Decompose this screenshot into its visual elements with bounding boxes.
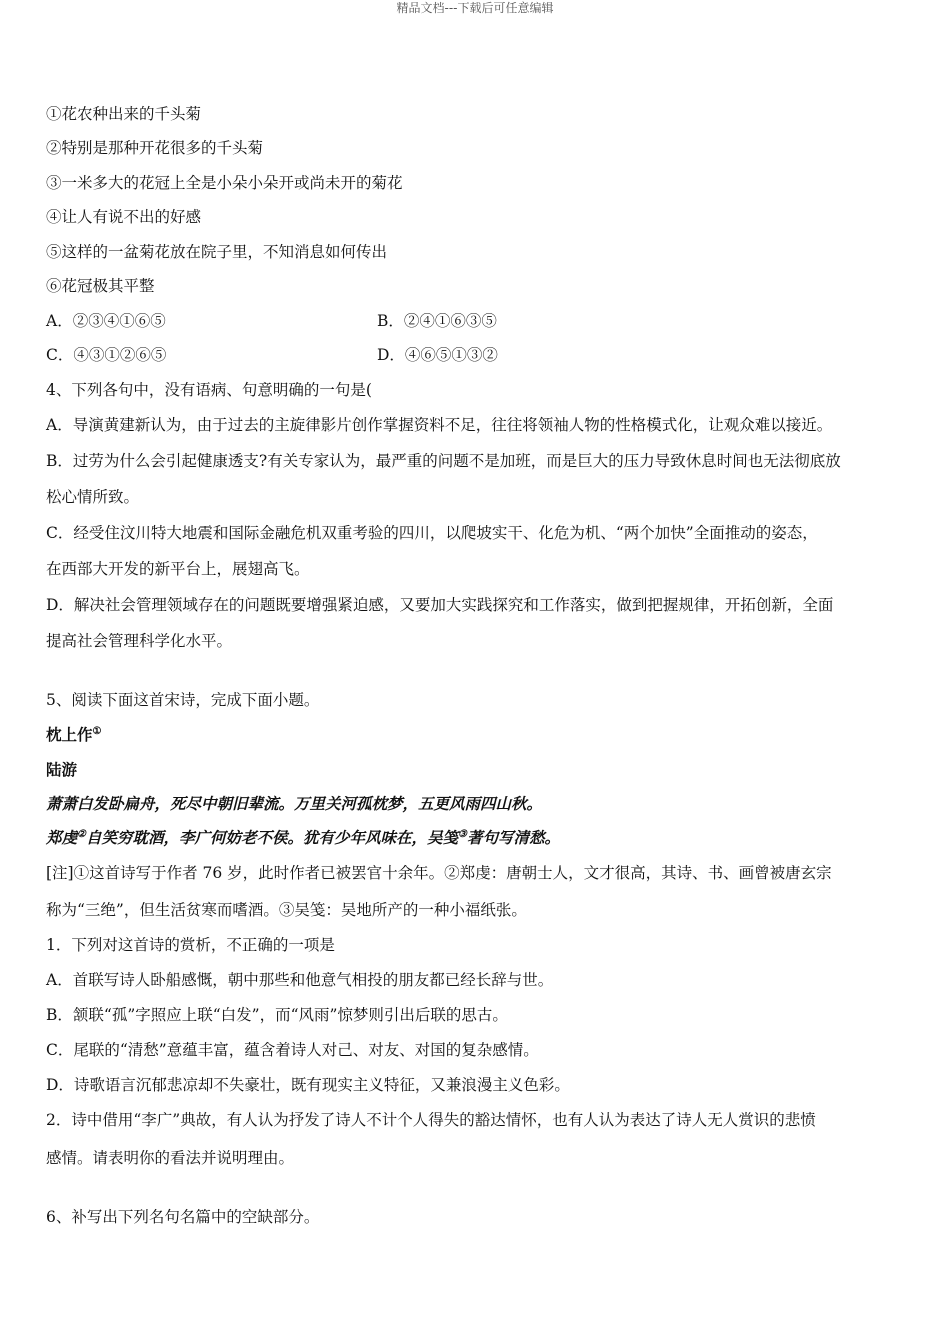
poem-line-2-part-c: 著句写清愁。 <box>466 828 560 847</box>
poem-notes-line1: [注]①这首诗写于作者 76 岁，此时作者已被罢官十余年。②郑虔：唐朝士人，文才很高，其诗、书、画曾被唐玄宗 <box>46 864 832 882</box>
q6-stem: 6、补写出下列名句名篇中的空缺部分。 <box>46 1208 320 1226</box>
q3-option-d: D．④⑥⑤①③② <box>377 346 498 364</box>
q4-option-c-line1: C．经受住汶川特大地震和国际金融危机双重考验的四川，以爬坡实干、化危为机、“两个加快”全面推动的姿态， <box>46 524 818 542</box>
poem-title-text: 枕上作 <box>46 725 93 744</box>
q3-item-4: ④让人有说不出的好感 <box>46 208 202 226</box>
q4-option-d-line2: 提高社会管理科学化水平。 <box>46 632 233 650</box>
q3-option-b: B．②④①⑥③⑤ <box>377 312 497 330</box>
q5-sub1-option-c: C．尾联的“清愁”意蕴丰富，蕴含着诗人对己、对友、对国的复杂感情。 <box>46 1041 539 1059</box>
poem-line-1: 萧萧白发卧扁舟，死尽中朝旧辈流。万里关河孤枕梦，五更风雨四山秋。 <box>46 794 543 813</box>
q4-option-a: A．导演黄建新认为，由于过去的主旋律影片创作掌握资料不足，往往将领袖人物的性格模式化，让观众难以接近。 <box>46 416 833 434</box>
q3-option-c: C．④③①②⑥⑤ <box>46 346 167 364</box>
q3-item-3: ③一米多大的花冠上全是小朵小朵开或尚未开的菊花 <box>46 174 403 192</box>
q4-option-c-line2: 在西部大开发的新平台上，展翅高飞。 <box>46 560 310 578</box>
poem-notes-line2: 称为“三绝”，但生活贫寒而嗜酒。③吴笺：吴地所产的一种小福纸张。 <box>46 901 527 919</box>
q5-sub1-stem: 1．下列对这首诗的赏析，不正确的一项是 <box>46 936 335 954</box>
q4-option-b-line2: 松心情所致。 <box>46 488 140 506</box>
q4-option-d-line1: D．解决社会管理领域存在的问题既要增强紧迫感，又要加大实践探究和工作落实，做到把握规律，开拓创新，全面 <box>46 596 834 614</box>
q5-sub2-line2: 感情。请表明你的看法并说明理由。 <box>46 1149 295 1167</box>
q3-item-5: ⑤这样的一盆菊花放在院子里，不知消息如何传出 <box>46 243 388 261</box>
poem-title-note: ① <box>92 725 102 737</box>
q5-sub1-option-d: D．诗歌语言沉郁悲凉却不失豪壮，既有现实主义特征，又兼浪漫主义色彩。 <box>46 1076 570 1094</box>
q5-sub2-line1: 2．诗中借用“李广”典故，有人认为抒发了诗人不计个人得失的豁达情怀，也有人认为表达了诗人无人赏识的悲愤 <box>46 1111 816 1129</box>
q4-option-b-line1: B．过劳为什么会引起健康透支?有关专家认为，最严重的问题不是加班，而是巨大的压力导致休息时间也无法彻底放 <box>46 452 841 470</box>
poem-line-2-part-a: 郑虔 <box>46 828 78 847</box>
q5-stem: 5、阅读下面这首宋诗，完成下面小题。 <box>46 691 320 709</box>
q5-sub1-option-b: B．颔联“孤”字照应上联“白发”，而“风雨”惊梦则引出后联的思古。 <box>46 1006 508 1024</box>
poem-note-ref-2: ② <box>77 828 86 840</box>
poem-title <box>46 725 101 745</box>
poem-line-2 <box>46 828 560 848</box>
q3-item-1: ①花农种出来的千头菊 <box>46 105 202 123</box>
poem-author: 陆游 <box>46 760 78 779</box>
q5-sub1-option-a: A．首联写诗人卧船感慨，朝中那些和他意气相投的朋友都已经长辞与世。 <box>46 971 554 989</box>
q3-item-6: ⑥花冠极其平整 <box>46 277 155 295</box>
poem-line-2-part-b: 自笑穷耽酒，李广何妨老不侯。犹有少年风味在，吴笺 <box>85 828 458 847</box>
q3-option-a: A．②③④①⑥⑤ <box>46 312 166 330</box>
q4-stem: 4、下列各句中，没有语病、句意明确的一句是( <box>46 381 372 399</box>
q3-item-2: ②特别是那种开花很多的千头菊 <box>46 139 264 157</box>
page-header: 精品文档---下载后可任意编辑 <box>396 1 554 15</box>
poem-note-ref-3: ③ <box>458 828 467 840</box>
